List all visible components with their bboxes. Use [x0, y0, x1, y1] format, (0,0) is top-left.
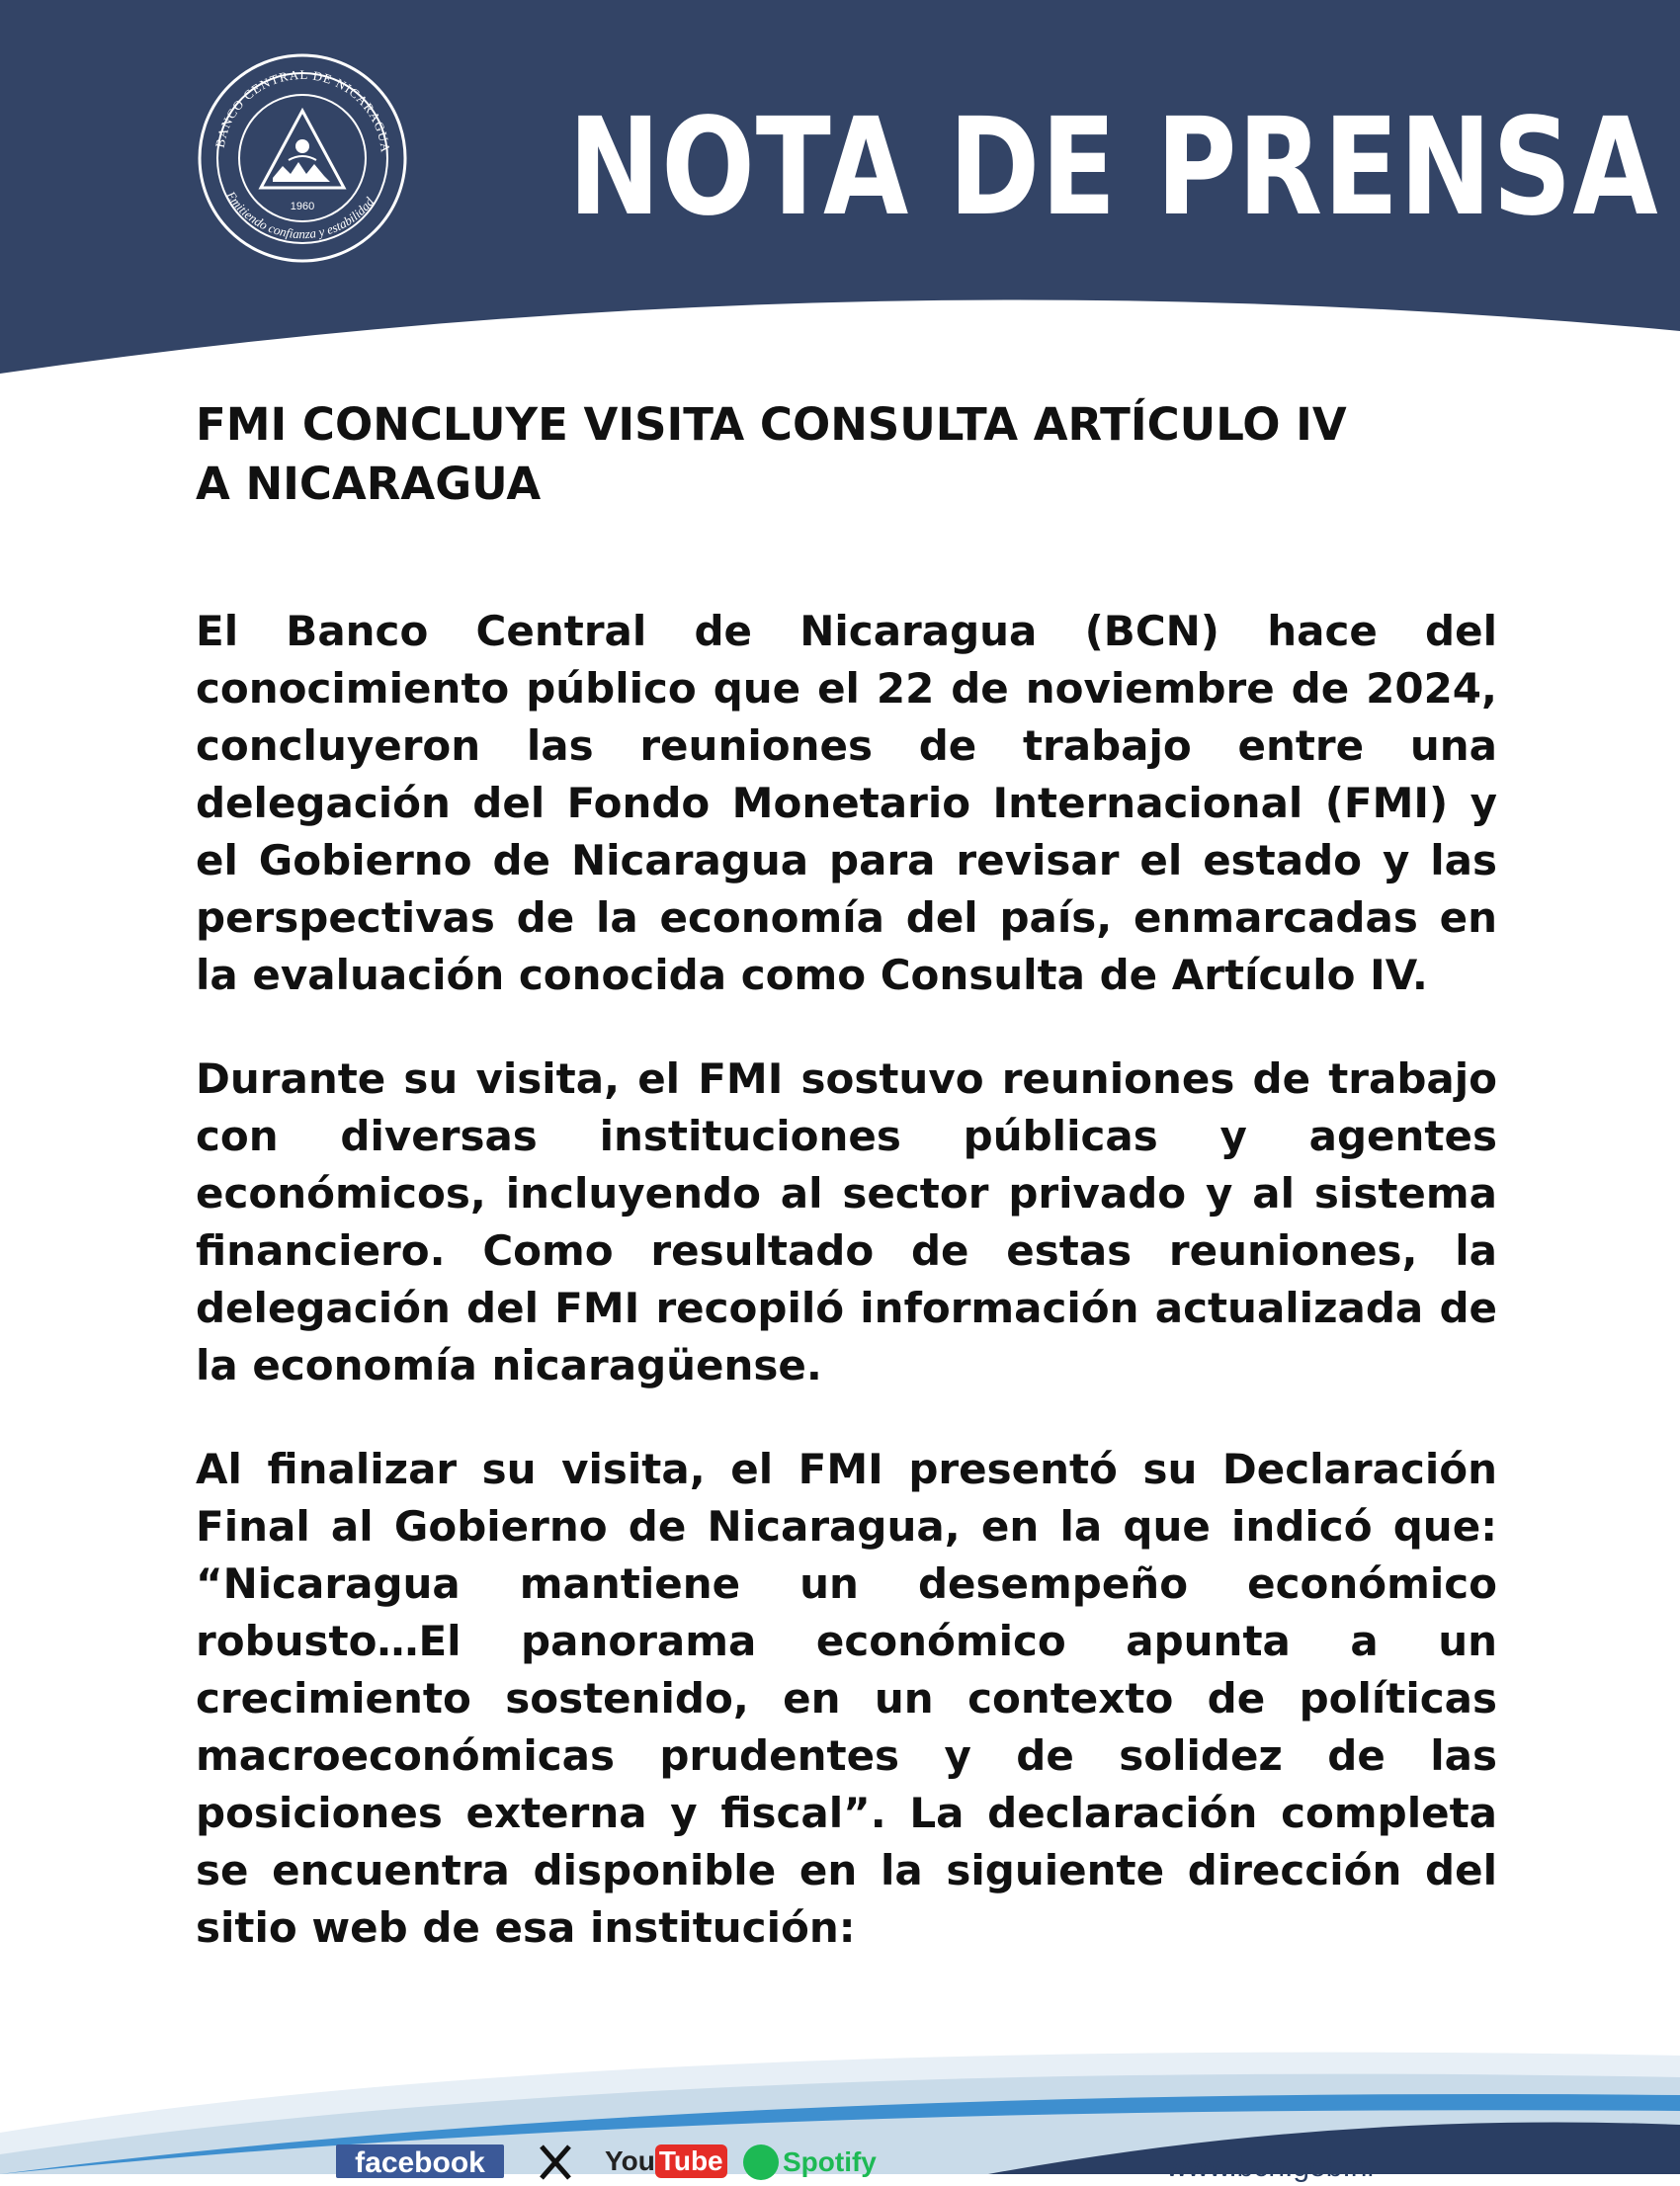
website-link[interactable]: www.bcn.gob.ni — [1166, 2150, 1375, 2183]
youtube-you-text: You — [605, 2145, 655, 2176]
paragraph-2: Durante su visita, el FMI sostuvo reuniones de trabajo con diversas instituciones públicas y agentes económicos, incluyendo al sector privado y al sistema financiero. Como resultado de estas reuniones, la delegación del FMI recopiló información actualizada de la economía nicaragüense. — [196, 1054, 1497, 1389]
press-release-body — [196, 603, 1497, 2003]
headline-line-2: A NICARAGUA — [196, 458, 542, 510]
youtube-link[interactable] — [605, 2144, 723, 2176]
x-label: X — [534, 2144, 535, 2145]
spotify-label: Spotify — [783, 2146, 877, 2177]
press-release-headline — [196, 395, 1382, 514]
spotify-icon — [743, 2144, 779, 2180]
paragraph-1: El Banco Central de Nicaragua (BCN) hace del conocimiento público que el 22 de noviembre de 2024, concluyeron las reuniones de trabajo entre una delegación del Fondo Monetario Internacional (FMI) y el Gobierno de Nicaragua para revisar el estado y las perspectivas de la economía del país, enmarcadas en la evaluación conocida como Consulta de Artículo IV. — [196, 607, 1497, 999]
seal-motto-text: Emitiendo confianza y estabilidad — [223, 188, 378, 242]
spotify-link[interactable] — [743, 2144, 882, 2177]
page-title: NOTA DE PRENSA — [568, 90, 1659, 246]
x-icon — [534, 2144, 577, 2174]
x-link[interactable] — [534, 2144, 577, 2174]
headline-line-1: FMI CONCLUYE VISITA CONSULTA ARTÍCULO IV — [196, 398, 1347, 451]
youtube-tube-text: Tube — [655, 2144, 727, 2178]
bcn-seal-logo — [194, 49, 411, 267]
seal-year: 1960 — [290, 201, 315, 212]
paragraph-3: Al finalizar su visita, el FMI presentó su Declaración Final al Gobierno de Nicaragua, en la que indicó que: “Nicaragua mantiene un desempeño económico robusto…El panorama económico apunta a un crecimiento sostenido, en un contexto de políticas macroeconómicas prudentes y de solidez de las posiciones externa y fiscal”. La declaración completa se encuentra disponible en la siguiente dirección del sitio web de esa institución: — [196, 1445, 1497, 1952]
facebook-link[interactable]: facebook — [336, 2144, 504, 2178]
seal-institution-text: BANCO CENTRAL DE NICARAGUA — [211, 66, 393, 154]
